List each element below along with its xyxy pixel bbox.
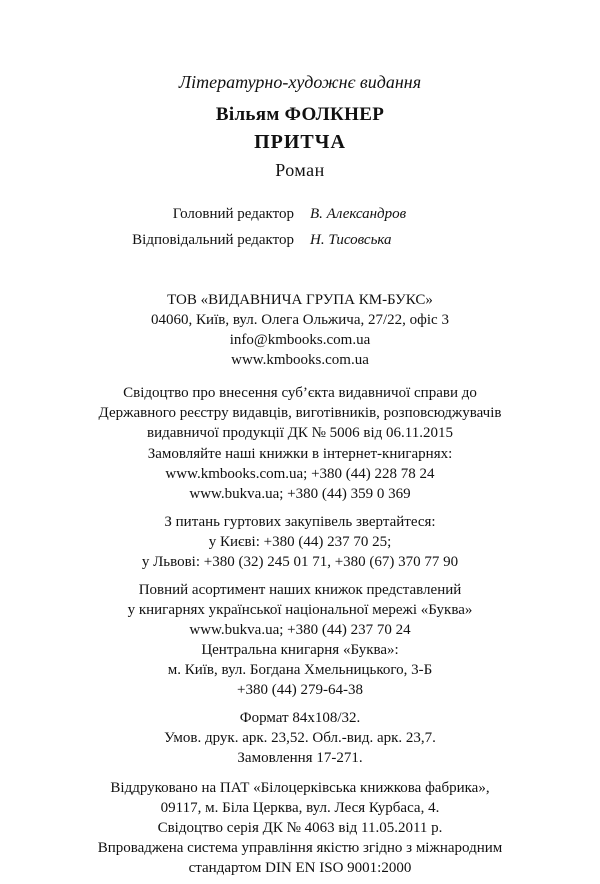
editor-row <box>0 232 600 258</box>
assortment-line: у книгарнях української національної мережі «Буква» <box>127 602 473 618</box>
publisher-email: info@kmbooks.com.ua <box>229 332 371 348</box>
printing-line: Віддруковано на ПАТ «Білоцерківська книжкова фабрика», <box>110 780 490 796</box>
book-subtitle: Роман <box>275 160 325 180</box>
publisher-block <box>60 290 540 370</box>
printing-block <box>60 778 540 878</box>
editor-name: Н. Тисовська <box>310 232 392 248</box>
wholesale-line: З питань гуртових закупівель звертайтеся: <box>164 514 436 530</box>
certificate-line: видавничої продукції ДК № 5006 від 06.11.2015 <box>147 425 453 441</box>
order-line: Замовляйте наші книжки в інтернет-книгарнях: <box>147 446 453 462</box>
order-line: www.kmbooks.com.ua; +380 (44) 228 78 24 <box>165 466 435 482</box>
order-block <box>60 444 540 504</box>
assortment-block <box>60 580 540 640</box>
publisher-website: www.kmbooks.com.ua <box>231 352 369 368</box>
wholesale-block <box>60 512 540 572</box>
printing-line: стандартом DIN EN ISO 9001:2000 <box>188 860 412 876</box>
editors-section <box>0 206 600 258</box>
central-store-line: Центральна книгарня «Буква»: <box>201 642 399 658</box>
wholesale-line: у Львові: +380 (32) 245 01 71, +380 (67) 370 77 90 <box>141 554 459 570</box>
book-title: ПРИТЧА <box>254 131 346 153</box>
editor-row <box>0 206 600 232</box>
editor-role: Головний редактор <box>172 206 294 222</box>
order-line: www.bukva.ua; +380 (44) 359 0 369 <box>189 486 411 502</box>
assortment-line: www.bukva.ua; +380 (44) 237 70 24 <box>189 622 411 638</box>
format-line: Умов. друк. арк. 23,52. Обл.-вид. арк. 23,7. <box>164 730 436 746</box>
central-store-line: м. Київ, вул. Богдана Хмельницького, 3-Б <box>167 662 433 678</box>
format-line: Формат 84x108/32. <box>239 710 361 726</box>
wholesale-line: у Києві: +380 (44) 237 70 25; <box>208 534 392 550</box>
central-store-block <box>60 640 540 700</box>
editor-name: В. Александров <box>310 206 407 222</box>
author-name: Вільям ФОЛКНЕР <box>215 104 385 125</box>
printing-line: Впроваджена система управління якістю згідно з міжнародним <box>97 840 503 856</box>
printing-line: Свідоцтво серія ДК № 4063 від 11.05.2011 р. <box>157 820 443 836</box>
publisher-address: 04060, Київ, вул. Олега Ольжича, 27/22, офіс 3 <box>151 312 449 328</box>
genre-label: Літературно-художнє видання <box>178 72 422 92</box>
format-line: Замовлення 17-271. <box>237 750 363 766</box>
certificate-line: Свідоцтво про внесення суб’єкта видавничої справи до <box>123 385 477 401</box>
assortment-line: Повний асортимент наших книжок представлений <box>138 582 462 598</box>
certificate-block <box>60 383 540 443</box>
central-store-line: +380 (44) 279-64-38 <box>237 682 363 698</box>
certificate-line: Державного реєстру видавців, виготівників, розповсюджувачів <box>98 405 502 421</box>
printing-line: 09117, м. Біла Церква, вул. Леся Курбаса, 4. <box>160 800 440 816</box>
publisher-name: ТОВ «ВИДАВНИЧА ГРУПА КМ-БУКС» <box>167 292 433 308</box>
format-block <box>60 708 540 768</box>
editor-role: Відповідальний редактор <box>132 232 294 248</box>
